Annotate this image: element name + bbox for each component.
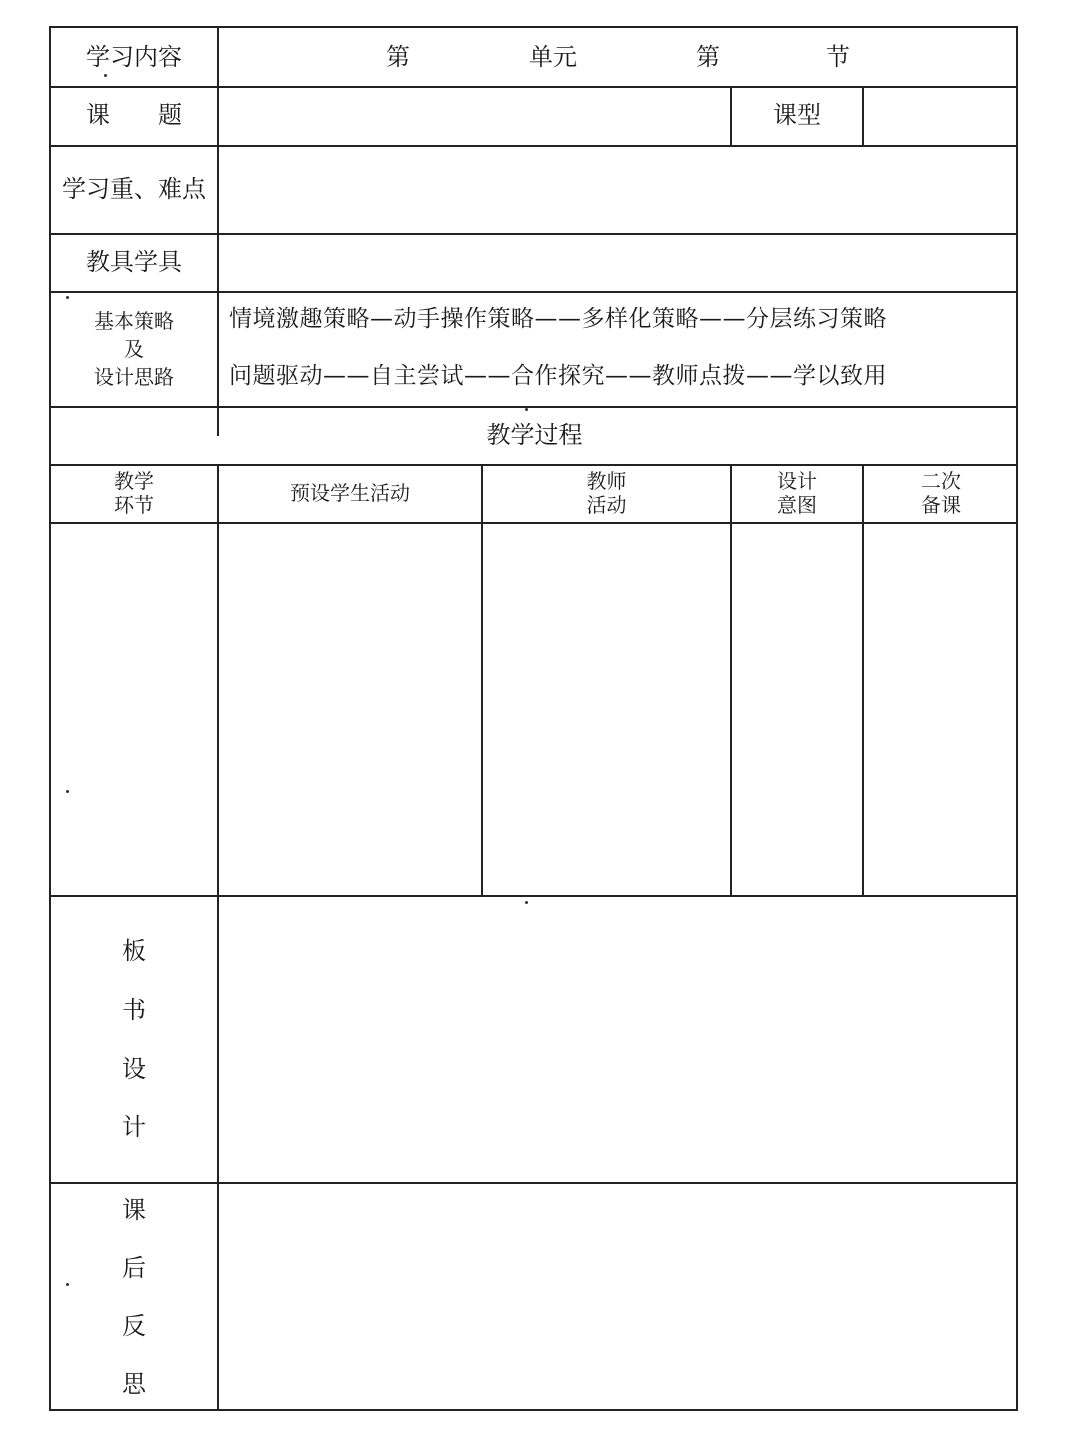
reflection-label [51, 1184, 217, 1411]
scan-speck [66, 790, 69, 793]
teaching-stage-cell[interactable] [51, 524, 217, 895]
design-intent-cell[interactable] [732, 524, 862, 895]
teacher-activity-cell[interactable] [483, 524, 730, 895]
header-line: 预设学生活动 [290, 481, 410, 505]
header-line: 备课 [921, 493, 961, 517]
section-ordinal-prefix: 第 [696, 42, 720, 71]
vertical-char: 书 [122, 995, 146, 1024]
header-line: 教师 [586, 469, 627, 493]
learning-content-label: 学习内容 [86, 42, 182, 71]
header-line: 活动 [586, 493, 627, 517]
header-line: 二次 [921, 469, 961, 493]
column-header-teaching-stage [51, 464, 217, 522]
teaching-process-title: 教学过程 [486, 420, 583, 449]
scan-speck [525, 408, 528, 411]
column-header-second-preparation [864, 464, 1018, 522]
key-points-field[interactable] [219, 147, 1016, 231]
section-label: 节 [826, 42, 850, 71]
column-header-teacher-activity [483, 464, 730, 522]
topic-label: 课 题 [86, 101, 182, 130]
scan-speck [66, 296, 69, 299]
vertical-char: 课 [122, 1196, 146, 1225]
scan-speck [525, 901, 528, 904]
second-preparation-cell[interactable] [864, 524, 1016, 895]
teaching-tools-label: 教具学具 [86, 247, 182, 276]
header-line: 意图 [777, 493, 817, 517]
vertical-char: 计 [122, 1113, 146, 1142]
student-activity-cell[interactable] [219, 524, 481, 895]
teaching-tools-field[interactable] [219, 235, 1016, 289]
vertical-char: 设 [122, 1054, 146, 1083]
unit-ordinal-prefix: 第 [386, 42, 410, 71]
board-design-label [51, 897, 217, 1182]
vertical-char: 思 [122, 1369, 146, 1398]
header-line: 环节 [114, 493, 154, 517]
lesson-type-label: 课型 [773, 101, 821, 130]
strategy-label-line: 设计思路 [94, 364, 174, 389]
header-line: 设计 [777, 469, 817, 493]
lesson-plan-form [49, 26, 1018, 1411]
reflection-field[interactable] [219, 1184, 1016, 1409]
strategy-line-1: 情境激趣策略—动手操作策略——多样化策略——分层练习策略 [229, 306, 887, 333]
column-header-design-intent [732, 464, 862, 522]
scan-speck [104, 74, 107, 77]
key-points-label: 学习重、难点 [62, 174, 206, 203]
strategy-label-line: 及 [124, 336, 144, 361]
unit-label: 单元 [529, 42, 577, 71]
column-header-student-activity [219, 464, 481, 522]
vertical-char: 后 [122, 1254, 146, 1283]
topic-field[interactable] [219, 88, 728, 143]
scan-speck [66, 1283, 69, 1286]
header-line: 教学 [114, 469, 154, 493]
strategy-label [51, 291, 217, 406]
strategy-label-line: 基本策略 [94, 308, 174, 333]
vertical-char: 板 [122, 936, 146, 965]
vertical-char: 反 [122, 1312, 146, 1340]
strategy-line-2: 问题驱动——自主尝试——合作探究——教师点拨——学以致用 [229, 363, 887, 390]
board-design-field[interactable] [219, 897, 1016, 1180]
lesson-type-field[interactable] [864, 88, 1016, 143]
